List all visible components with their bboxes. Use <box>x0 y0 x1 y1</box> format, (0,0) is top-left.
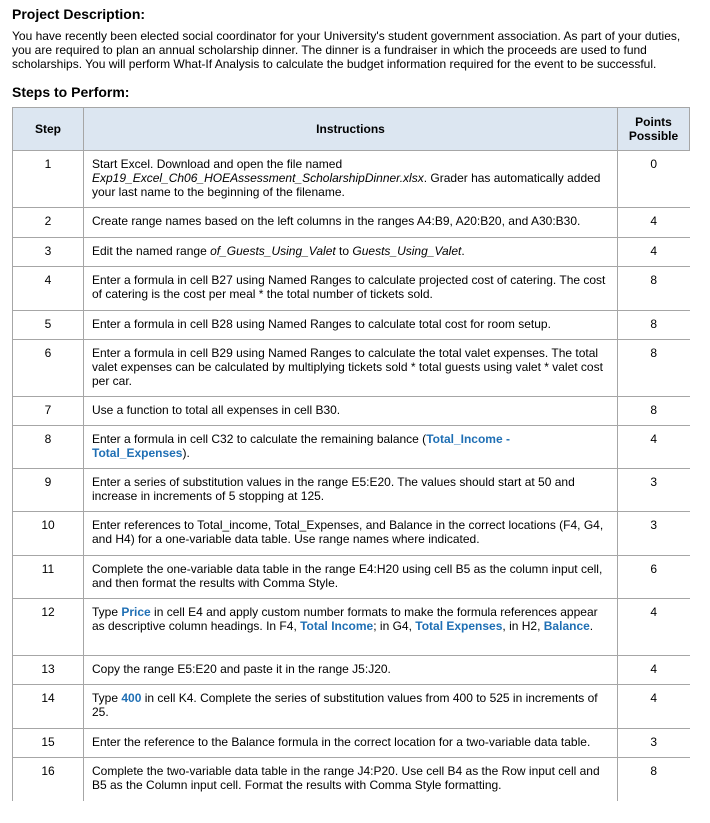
step-points: 4 <box>618 656 690 685</box>
step-number: 5 <box>13 311 84 340</box>
table-row <box>13 397 690 426</box>
step-instruction: Edit the named range of_Guests_Using_Valet to Guests_Using_Valet. <box>84 238 618 267</box>
step-points: 8 <box>618 311 690 340</box>
step-number: 6 <box>13 340 84 397</box>
table-row <box>13 267 690 311</box>
step-number: 11 <box>13 556 84 599</box>
header-instructions: Instructions <box>84 108 618 151</box>
project-description-heading: Project Description: <box>12 6 146 22</box>
table-row <box>13 656 690 685</box>
step-points: 8 <box>618 397 690 426</box>
step-points: 3 <box>618 512 690 556</box>
step-points: 4 <box>618 685 690 729</box>
step-instruction: Complete the one-variable data table in the range E4:H20 using cell B5 as the column input cell, and then format the results with Comma Style. <box>84 556 618 599</box>
step-instruction: Enter a formula in cell B28 using Named Ranges to calculate total cost for room setup. <box>84 311 618 340</box>
steps-table <box>12 107 690 801</box>
step-points: 0 <box>618 151 690 208</box>
step-instruction: Enter a series of substitution values in the range E5:E20. The values should start at 50 and increase in increments of 5 stopping at 125. <box>84 469 618 512</box>
table-row <box>13 469 690 512</box>
table-row <box>13 556 690 599</box>
step-points: 8 <box>618 758 690 801</box>
step-number: 12 <box>13 599 84 656</box>
project-description-text: You have recently been elected social coordinator for your University's student government association. As part of your duties, you are required to plan an annual scholarship dinner. The dinner is a fundraiser in which the proceeds are used to fund scholarships. You will perform What-If Analysis to calculate the budget information required for the event to be successful. <box>12 29 681 71</box>
table-row <box>13 311 690 340</box>
header-points: Points Possible <box>618 108 690 151</box>
step-instruction: Enter references to Total_income, Total_Expenses, and Balance in the correct locations (F4, G4, and H4) for a one-variable data table. Use range names where indicated. <box>84 512 618 556</box>
table-row <box>13 729 690 758</box>
step-number: 2 <box>13 208 84 238</box>
table-row <box>13 208 690 238</box>
table-row <box>13 151 690 208</box>
step-points: 4 <box>618 238 690 267</box>
header-step: Step <box>13 108 84 151</box>
table-row <box>13 340 690 397</box>
table-row <box>13 685 690 729</box>
step-points: 6 <box>618 556 690 599</box>
step-instruction: Enter the reference to the Balance formula in the correct location for a two-variable data table. <box>84 729 618 758</box>
step-number: 16 <box>13 758 84 801</box>
step-instruction: Copy the range E5:E20 and paste it in the range J5:J20. <box>84 656 618 685</box>
step-instruction: Enter a formula in cell B27 using Named Ranges to calculate projected cost of catering. The cost of catering is the cost per meal * the total number of tickets sold. <box>84 267 618 311</box>
step-number: 7 <box>13 397 84 426</box>
table-row <box>13 238 690 267</box>
step-number: 13 <box>13 656 84 685</box>
table-row <box>13 599 690 656</box>
step-instruction: Use a function to total all expenses in cell B30. <box>84 397 618 426</box>
step-number: 1 <box>13 151 84 208</box>
step-number: 14 <box>13 685 84 729</box>
steps-heading: Steps to Perform: <box>12 84 130 100</box>
table-row <box>13 426 690 469</box>
step-instruction: Enter a formula in cell B29 using Named Ranges to calculate the total valet expenses. The total valet expenses can be calculated by multiplying tickets sold * total guests using valet * valet cost per car. <box>84 340 618 397</box>
step-points: 8 <box>618 340 690 397</box>
step-instruction: Enter a formula in cell C32 to calculate the remaining balance (Total_Income - Total_Expenses). <box>84 426 618 469</box>
step-points: 4 <box>618 208 690 238</box>
step-points: 4 <box>618 426 690 469</box>
step-number: 8 <box>13 426 84 469</box>
step-instruction: Type Price in cell E4 and apply custom number formats to make the formula references appear as descriptive column headings. In F4, Total Income; in G4, Total Expenses, in H2, Balance. <box>84 599 618 656</box>
step-number: 4 <box>13 267 84 311</box>
step-instruction: Start Excel. Download and open the file named Exp19_Excel_Ch06_HOEAssessment_ScholarshipDinner.xlsx. Grader has automatically added your last name to the beginning of the filename. <box>84 151 618 208</box>
step-number: 10 <box>13 512 84 556</box>
step-points: 4 <box>618 599 690 656</box>
table-row <box>13 512 690 556</box>
step-points: 8 <box>618 267 690 311</box>
step-number: 9 <box>13 469 84 512</box>
table-row <box>13 758 690 801</box>
step-points: 3 <box>618 729 690 758</box>
table-header-row <box>13 108 690 151</box>
step-instruction: Type 400 in cell K4. Complete the series of substitution values from 400 to 525 in increments of 25. <box>84 685 618 729</box>
step-number: 3 <box>13 238 84 267</box>
step-points: 3 <box>618 469 690 512</box>
step-instruction: Complete the two-variable data table in the range J4:P20. Use cell B4 as the Row input cell and B5 as the Column input cell. Format the results with Comma Style formatting. <box>84 758 618 801</box>
step-number: 15 <box>13 729 84 758</box>
step-instruction: Create range names based on the left columns in the ranges A4:B9, A20:B20, and A30:B30. <box>84 208 618 238</box>
